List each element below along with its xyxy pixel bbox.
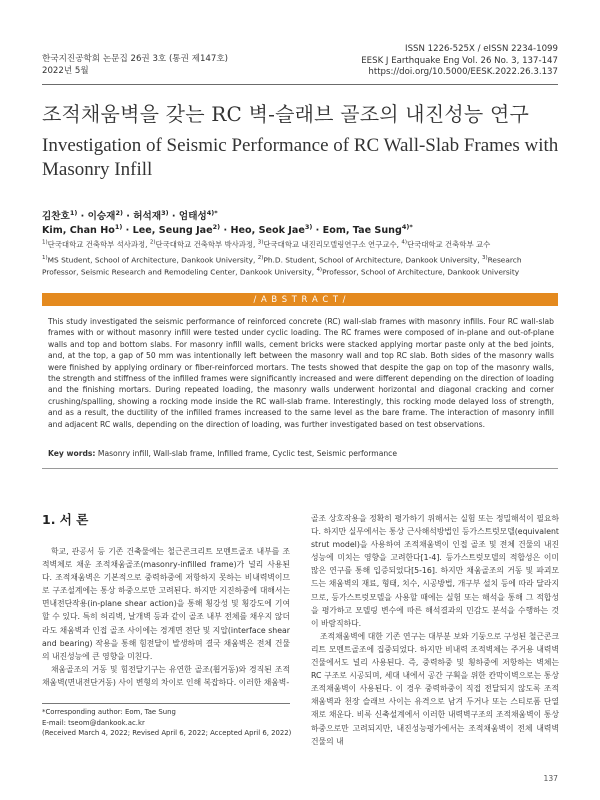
affiliation-sup: 4) [401, 239, 407, 246]
affiliation-text: 단국대학교 건축학부 교수 [406, 240, 491, 249]
author-name: Heo, Seok Jae [230, 225, 305, 237]
corresponding-author: *Corresponding author: Eom, Tae Sung [42, 708, 176, 716]
author-sup: 2) [115, 208, 123, 217]
author-sup: 2) [212, 223, 221, 231]
author-name: Lee, Seung Jae [132, 225, 213, 237]
abstract-body: This study investigated the seismic performance of reinforced concrete (RC) wall-slab frames with masonry infills. Four RC wall-slab frames with or without masonry infill were tested under cyclic loading. The RC frames were composed of in-plane and out-of-plane walls and top and bottom slabs. For masonry infill walls, cement bricks were stacked applying mortar paste only at the bed joints, and, at the top, a gap of 50 mm was intentionally left between the masonry wall and top RC slab. Both sides of the masonry walls were finished by applying ordinary or fiber-reinforced mortars. The tests showed that despite the gap on top of the masonry walls, the strength and stiffness of the infilled frames were significantly increased and were different depending on the direction of loading and the finishing mortars. During repeated loading, the masonry walls underwent horizontal and diagonal cracking and corner crushing/spalling, showing a rocking mode inside the RC wall-slab frame. Interestingly, this rocking mode delayed loss of strength, and as a result, the ductility of the infilled frames increased to the same level as the bare frame. The interaction of masonry infill and adjacent RC walls, depending on the direction of loading, was further investigated based on test observations. [48, 317, 554, 429]
doi-link[interactable]: https://doi.org/10.5000/EESK.2022.26.3.137 [368, 67, 558, 77]
issue-date-ko: 2022년 5월 [42, 65, 89, 76]
affiliation-sup: 4) [316, 267, 323, 274]
author-list-ko: 김찬호$^{1)}$ · 이승재$^{2)}$ · 허석재$^{3)}$ · 엄태성$^{4)*}$ [42, 208, 218, 222]
abstract-heading: / A B S T R A C T / [42, 293, 558, 306]
journal-name-en: EESK J Earthquake Eng Vol. 26 No. 3, 137-147 [361, 55, 558, 66]
author-name: 김찬호 [42, 211, 70, 222]
author-name: 허석재 [133, 211, 162, 222]
author-name: Eom, Tae Sung [322, 225, 402, 237]
author-name: 엄태성 [178, 211, 207, 222]
received-dates: (Received March 4, 2022; Revised April 6, 2022; Accepted April 6, 2022) [42, 729, 292, 737]
author-sup: 4)* [206, 208, 218, 217]
issn: ISSN 1226-525X / eISSN 2234-1099 [405, 44, 558, 54]
keywords-label: Key words: [48, 449, 96, 458]
author-name: 이승재 [87, 211, 116, 222]
affiliation-text: Professor, School of Architecture, Dankook University [322, 267, 520, 277]
paragraph: 학교, 관공서 등 기존 건축물에는 철근콘크리트 모멘트골조 내부를 조적벽체로 채운 조적채움골조(masonry-infilled frame)가 널리 사용된다. 조적채움벽은 기본적으로 중력하중에 저항하지 못하는 비내력벽이므로 구조설계에는 통상 하중으로만 고려된다. 하지만 지진하중에 대해서는 면내전단작용(in-plane shear action)을 통해 횡강성 및 횡강도에 기여할 수 있다. 특히 허리벽, 날개벽 등과 같이 골조 내부 전체를 채우지 않더라도 채움벽과 인접 골조 사이에는 경계면 전단 및 지압(interface shear and bearing) 작용을 통해 힘전달이 발생하며 결국 채움벽은 전체 건물의 내진성능에 큰 영향을 미친다. [42, 547, 290, 661]
author-list-en: Kim, Chan $Ho^{1)}$ · Lee, Seung Jae$^{2)}$ · Heo, Seok Jae$^{3)}$ · Eom, Tae Sung$^{4)*}$ [42, 223, 413, 237]
affiliation-text: MS Student, School of Architecture, Dankook University, [47, 255, 258, 265]
paper-title-en: Investigation of Seismic Performance of RC Wall-Slab Frames with Masonry Infill [42, 135, 559, 180]
author-sup: 4)* [401, 223, 413, 231]
affiliation-sup: 3) [257, 239, 264, 246]
journal-header-left [42, 54, 228, 77]
paragraph: 조적채움벽에 대한 기존 연구는 대부분 보와 기둥으로 구성된 철근콘크리트 모멘트골조에 집중되었다. 하지만 비내력 조적벽체는 주거용 내력벽 건물에서도 널리 사용된다. 즉, 중력하중 및 횡하중에 저항하는 벽체는 RC 구조로 시공되며, 세대 내에서 공간 구획을 위한 칸막이벽으로는 통상 조적채움벽이 사용된다. 이 경우 중력하중이 직접 전달되지 않도록 조적채움벽과 천장 슬래브 사이는 유격으로 남겨 두거나 또는 스티로폼 단열재로 채운다. 비록 신축설계에서 이러한 내력벽구조의 조적채움벽이 통상 하중으로만 고려되지만, 내진성능평가에서는 조적채움벽이 전체 내력벽 건물의 내 [311, 631, 559, 746]
keywords-list: Masonry infill, Wall-slab frame, Infilled frame, Cyclic test, Seismic performance [97, 449, 398, 458]
affiliation-sup: 1) [42, 255, 48, 261]
footnote-divider [42, 703, 290, 704]
affiliation-text: 단국대학교 건축학부 박사과정, [155, 240, 258, 249]
author-name: Kim, Chan Ho [42, 225, 115, 237]
affiliation-sup: 1) [42, 239, 48, 246]
keywords-line [48, 449, 554, 458]
author-sup: 3) [304, 223, 313, 231]
author-sup: 1) [114, 223, 123, 231]
affiliations-en [42, 253, 558, 278]
body-column-left [42, 545, 290, 689]
affiliation-text: Research Professor, Seismic Research and Remodeling Center, Dankook University, [42, 255, 522, 277]
author-email[interactable]: E-mail: tseom@dankook.ac.kr [42, 718, 145, 727]
affiliation-sup: 2) [257, 255, 264, 261]
author-sup: 3) [161, 208, 169, 217]
paragraph: 골조 상호작용을 정확히 평가하기 위해서는 실험 또는 정밀해석이 필요하다. 하지만 실무에서는 통상 근사해석방법인 등가스트럿모델(equivalent strut model)을 사용하여 조적채움벽이 인접 골조 및 전체 건물의 내진성능에 미치는 영향을 고려한다[1-4]. 등가스트럿모델의 적합성은 이미 많은 연구를 통해 입증되었다[5-16]. 하지만 채움골조의 거동 및 파괴모드는 채움벽의 재료, 형태, 치수, 시공방법, 개구부 설치 등에 따라 달라지므로, 등가스트럿모델을 사용할 때에는 실험 또는 해석을 통해 그 적합성을 평가하고 모델링 변수에 따른 해석결과의 민감도 분석을 수행하는 것이 바람직하다. [311, 514, 559, 628]
journal-header-right [361, 44, 558, 79]
abstract-divider [42, 468, 558, 469]
affiliation-text: 단국대학교 내진리모델링연구소 연구교수, [263, 240, 402, 249]
page-number: 137 [543, 774, 558, 783]
header-divider [42, 84, 558, 85]
body-column-right [311, 512, 559, 748]
paragraph: 채움골조의 거동 및 힘전달기구는 유연한 골조(휨거동)와 경직된 조적채움벽(면내전단거동) 사이 변형의 차이로 인해 복잡하다. 이러한 채움벽- [42, 664, 290, 687]
affiliation-sup: 2) [149, 239, 156, 246]
affiliation-text: Ph.D. Student, School of Architecture, Dankook University, [263, 255, 482, 265]
paper-title-ko: 조적채움벽을 갖는 RC 벽-슬래브 골조의 내진성능 연구 [42, 102, 529, 126]
affiliation-text: 단국대학교 건축학부 석사과정, [47, 240, 150, 249]
footnote [42, 707, 302, 739]
journal-name-ko: 한국지진공학회 논문집 26권 3호 (통권 제147호) [42, 54, 228, 64]
section-heading-introduction: 1. 서 론 [42, 512, 89, 527]
affiliations-ko [42, 239, 490, 250]
author-sup: 1) [69, 208, 78, 217]
affiliation-sup: 3) [481, 255, 488, 261]
